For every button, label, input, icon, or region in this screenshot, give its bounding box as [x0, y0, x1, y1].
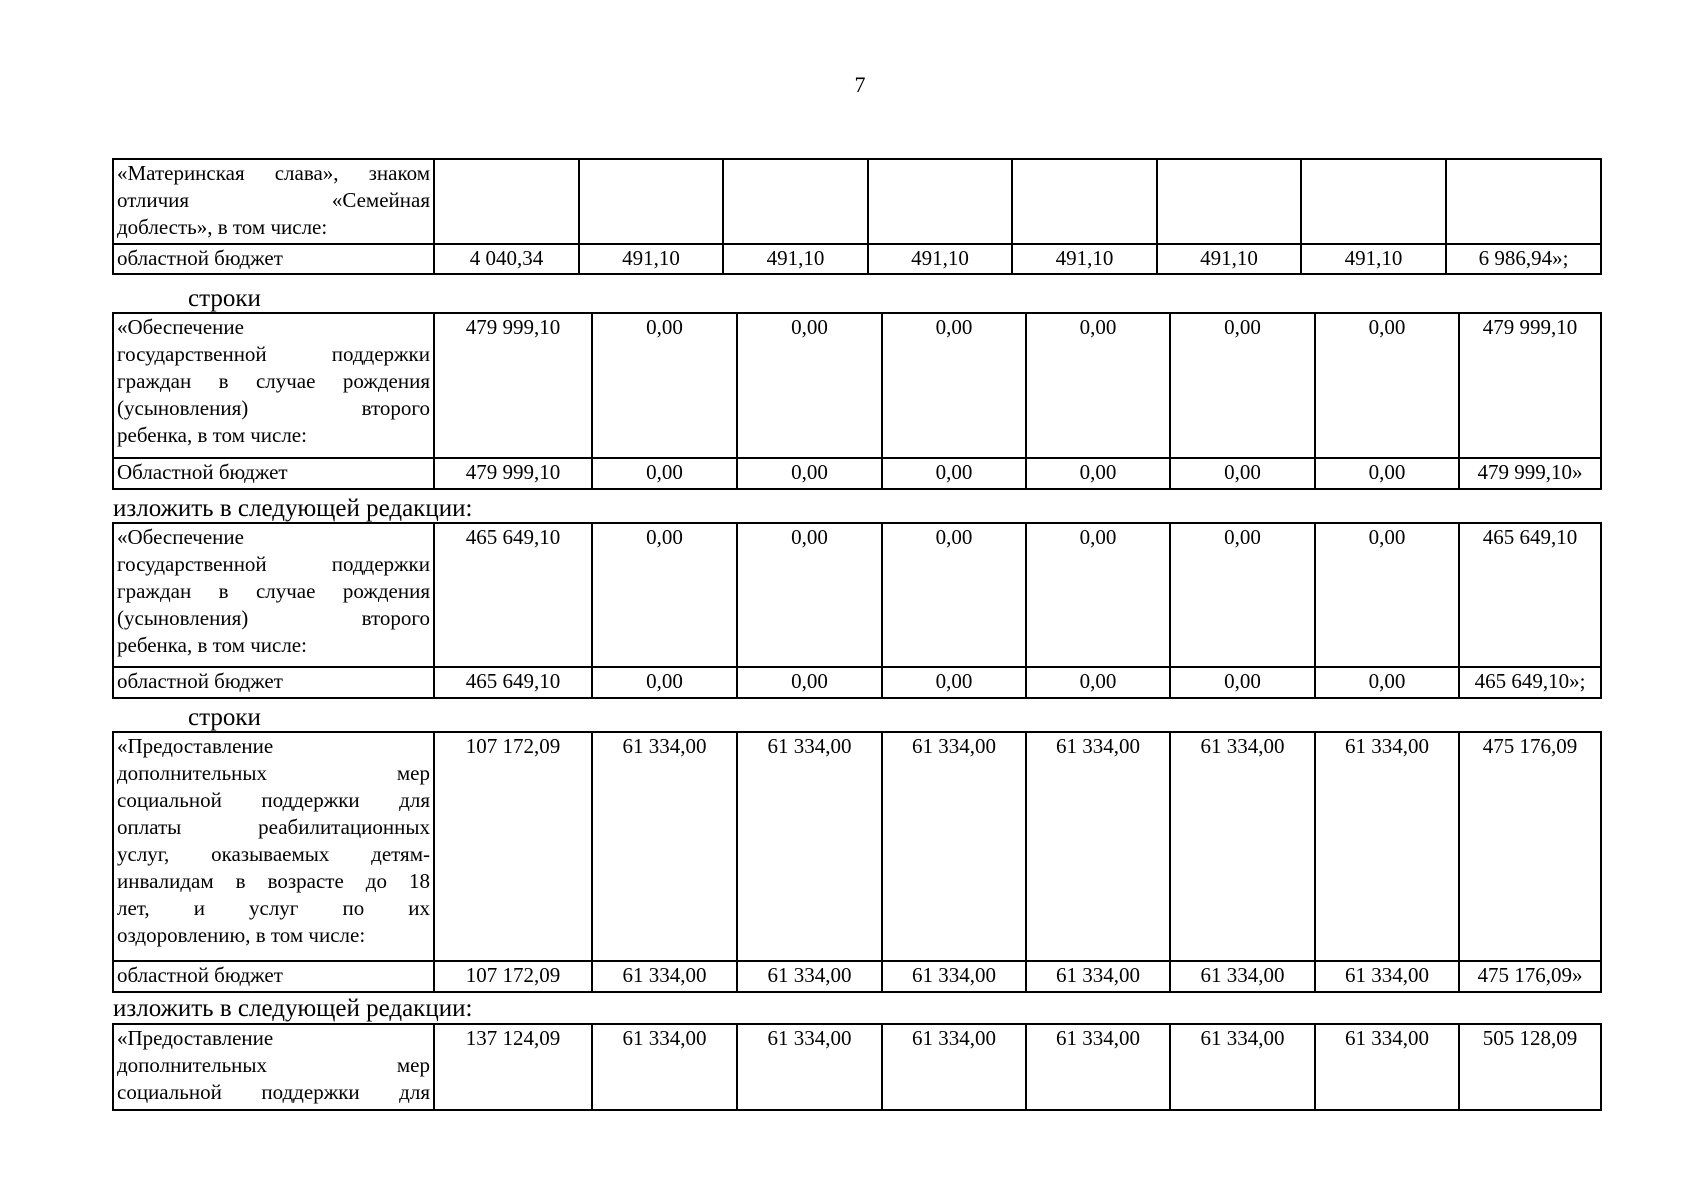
total-cell: 465 649,10»; [1459, 667, 1601, 698]
value-cell: 0,00 [1315, 523, 1459, 667]
description-line: оздоровлению, в том числе: [117, 923, 366, 947]
budget-table-3 [112, 522, 1602, 699]
value-cell: 491,10 [868, 244, 1012, 274]
value-cell [579, 159, 723, 244]
value-cell [1157, 159, 1301, 244]
description-line: социальной поддержки для [117, 1080, 430, 1104]
description-line: «Обеспечение [117, 525, 244, 549]
table-row [113, 313, 1601, 458]
value-cell: 0,00 [1026, 523, 1170, 667]
value-cell: 479 999,10 [434, 313, 592, 458]
budget-table-2 [112, 312, 1602, 490]
value-cell: 61 334,00 [882, 1024, 1026, 1110]
value-cell: 107 172,09 [434, 732, 592, 961]
description-line: (усыновления) второго [117, 396, 430, 420]
description-line: граждан в случае рождения [117, 369, 430, 393]
value-cell: 491,10 [1012, 244, 1157, 274]
value-cell: 0,00 [592, 523, 737, 667]
value-cell: 0,00 [1315, 667, 1459, 698]
value-cell: 61 334,00 [882, 961, 1026, 992]
value-cell: 0,00 [1026, 313, 1170, 458]
description-line: «Материнская слава», знаком [117, 161, 430, 185]
description-line: ребенка, в том числе: [117, 633, 307, 657]
value-cell: 0,00 [737, 458, 882, 489]
description-line: государственной поддержки [117, 552, 430, 576]
value-cell: 491,10 [723, 244, 868, 274]
description-line: доблесть», в том числе: [117, 215, 328, 239]
value-cell: 0,00 [1315, 313, 1459, 458]
description-line: лет, и услуг по их [117, 896, 430, 920]
budget-table-5 [112, 1023, 1602, 1111]
description-line: граждан в случае рождения [117, 579, 430, 603]
value-cell: 61 334,00 [882, 732, 1026, 961]
table-row [113, 1024, 1601, 1110]
value-cell: 0,00 [882, 313, 1026, 458]
budget-table-1 [112, 158, 1602, 275]
row-description [113, 523, 434, 667]
total-cell: 479 999,10 [1459, 313, 1601, 458]
value-cell: 61 334,00 [1026, 1024, 1170, 1110]
description-line: отличия «Семейная [117, 188, 430, 212]
table-row [113, 961, 1601, 992]
total-cell: 465 649,10 [1459, 523, 1601, 667]
description-line: услуг, оказываемых детям- [117, 842, 430, 866]
value-cell: 0,00 [737, 313, 882, 458]
total-cell: 475 176,09 [1459, 732, 1601, 961]
table-row [113, 458, 1601, 489]
table-row [113, 667, 1601, 698]
total-cell: 505 128,09 [1459, 1024, 1601, 1110]
value-cell: 0,00 [737, 523, 882, 667]
value-cell: 61 334,00 [1315, 961, 1459, 992]
value-cell: 61 334,00 [1315, 1024, 1459, 1110]
value-cell [868, 159, 1012, 244]
note-edit: изложить в следующей редакции: [113, 495, 473, 522]
value-cell: 61 334,00 [1170, 961, 1315, 992]
table-row [113, 159, 1601, 244]
value-cell: 0,00 [1026, 458, 1170, 489]
value-cell: 61 334,00 [737, 732, 882, 961]
description-line: «Предоставление [117, 734, 274, 758]
value-cell: 61 334,00 [1026, 732, 1170, 961]
value-cell: 0,00 [1170, 523, 1315, 667]
total-cell: 479 999,10» [1459, 458, 1601, 489]
row-description [113, 1024, 434, 1110]
budget-source-label: областной бюджет [113, 667, 434, 698]
description-line: ребенка, в том числе: [117, 423, 307, 447]
value-cell: 61 334,00 [592, 1024, 737, 1110]
value-cell: 4 040,34 [434, 244, 579, 274]
description-line: инвалидам в возрасте до 18 [117, 869, 430, 893]
value-cell [1012, 159, 1157, 244]
value-cell: 0,00 [1315, 458, 1459, 489]
value-cell: 491,10 [1157, 244, 1301, 274]
value-cell: 0,00 [882, 458, 1026, 489]
value-cell: 61 334,00 [1315, 732, 1459, 961]
value-cell [723, 159, 868, 244]
value-cell: 107 172,09 [434, 961, 592, 992]
value-cell: 491,10 [579, 244, 723, 274]
description-line: дополнительных мер [117, 761, 430, 785]
value-cell: 0,00 [1170, 458, 1315, 489]
value-cell: 0,00 [1170, 313, 1315, 458]
value-cell: 0,00 [592, 313, 737, 458]
description-line: государственной поддержки [117, 342, 430, 366]
description-line: (усыновления) второго [117, 606, 430, 630]
value-cell: 0,00 [737, 667, 882, 698]
description-line: «Предоставление [117, 1026, 274, 1050]
budget-source-label: Областной бюджет [113, 458, 434, 489]
value-cell: 0,00 [1026, 667, 1170, 698]
budget-source-label: областной бюджет [113, 244, 434, 274]
value-cell [434, 159, 579, 244]
value-cell: 61 334,00 [592, 732, 737, 961]
value-cell: 0,00 [592, 667, 737, 698]
table-row [113, 244, 1601, 274]
value-cell: 465 649,10 [434, 523, 592, 667]
budget-source-label: областной бюджет [113, 961, 434, 992]
value-cell [1446, 159, 1601, 244]
table-row [113, 732, 1601, 961]
value-cell: 61 334,00 [1170, 732, 1315, 961]
description-line: оплаты реабилитационных [117, 815, 430, 839]
value-cell: 61 334,00 [592, 961, 737, 992]
budget-table-4 [112, 731, 1602, 993]
note-rows: строки [188, 285, 261, 312]
note-rows: строки [188, 704, 261, 731]
value-cell: 479 999,10 [434, 458, 592, 489]
value-cell: 61 334,00 [737, 1024, 882, 1110]
value-cell: 61 334,00 [1026, 961, 1170, 992]
value-cell [1301, 159, 1446, 244]
row-description [113, 313, 434, 458]
value-cell: 465 649,10 [434, 667, 592, 698]
value-cell: 61 334,00 [737, 961, 882, 992]
row-description [113, 159, 434, 244]
value-cell: 0,00 [882, 667, 1026, 698]
description-line: дополнительных мер [117, 1053, 430, 1077]
description-line: «Обеспечение [117, 315, 244, 339]
note-edit: изложить в следующей редакции: [113, 995, 473, 1022]
total-cell: 475 176,09» [1459, 961, 1601, 992]
total-cell: 6 986,94»; [1446, 244, 1601, 274]
value-cell: 0,00 [592, 458, 737, 489]
table-row [113, 523, 1601, 667]
value-cell: 0,00 [1170, 667, 1315, 698]
value-cell: 137 124,09 [434, 1024, 592, 1110]
page-number: 7 [854, 72, 866, 97]
row-description [113, 732, 434, 961]
value-cell: 61 334,00 [1170, 1024, 1315, 1110]
description-line: социальной поддержки для [117, 788, 430, 812]
value-cell: 491,10 [1301, 244, 1446, 274]
value-cell: 0,00 [882, 523, 1026, 667]
